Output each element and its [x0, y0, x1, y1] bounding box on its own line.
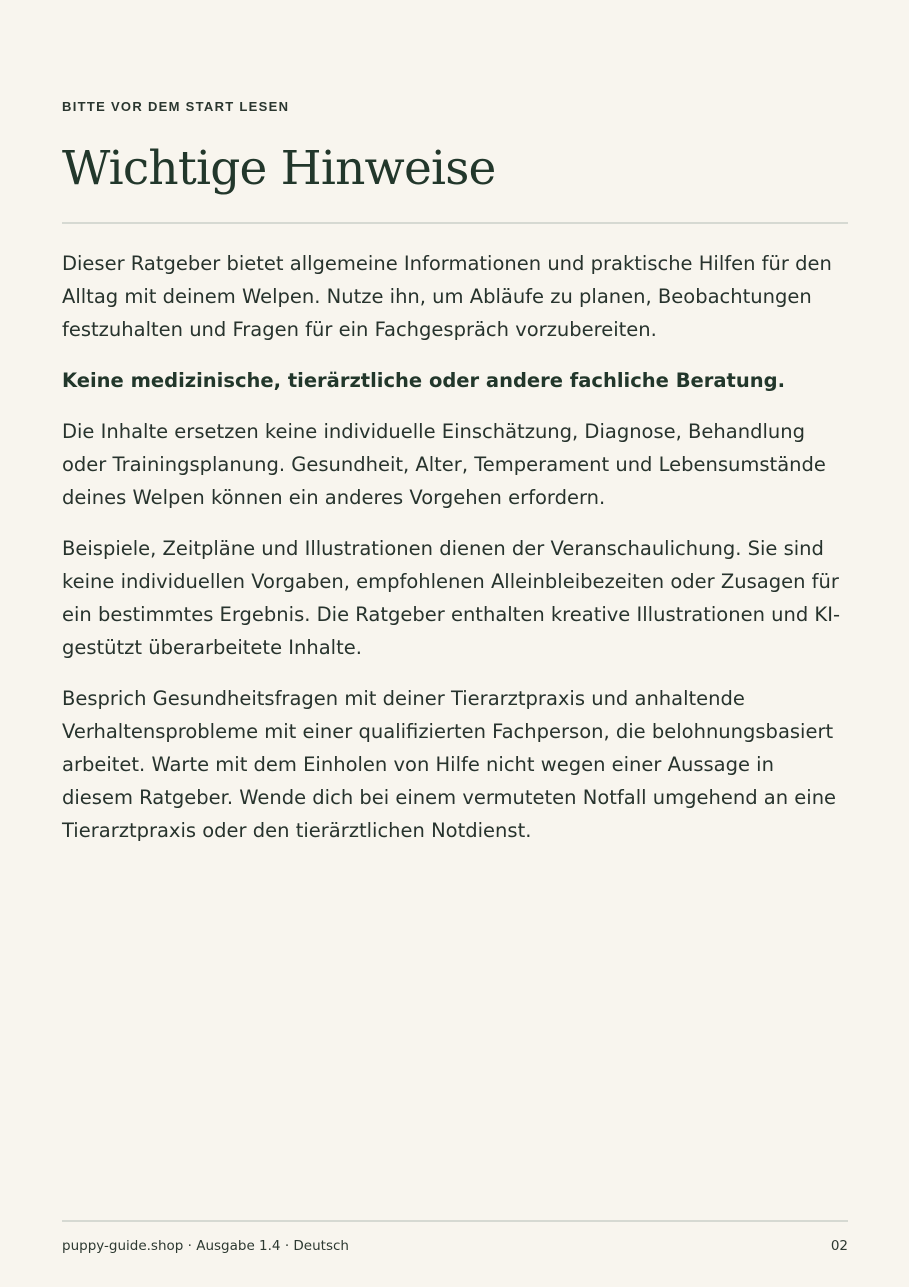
body-content — [62, 247, 848, 865]
body-paragraph-2: Beispiele, Zeitpläne und Illustrationen dienen der Veranschaulichung. Sie sind keine individuellen Vorgaben, empfohlenen Alleinbleibezeiten oder Zusagen für ein bestimmtes Ergebnis. Die Ratgeber enthalten kreative Illustrationen und KI-gestützt überarbeitete Inhalte. — [62, 537, 841, 659]
page-title: Wichtige Hinweise — [62, 141, 496, 196]
footer-publication: puppy-guide.shop · Ausgabe 1.4 · Deutsch — [62, 1238, 349, 1254]
body-paragraph-1: Die Inhalte ersetzen keine individuelle Einschätzung, Diagnose, Behandlung oder Trainingsplanung. Gesundheit, Alter, Temperament und Lebensumstände deines Welpen können ein anderes Vorgehen erfordern. — [62, 420, 826, 509]
footer-divider — [62, 1220, 848, 1222]
document-page — [62, 0, 848, 1287]
body-paragraph-3: Besprich Gesundheitsfragen mit deiner Tierarztpraxis und anhaltende Verhaltensprobleme mit einer qualifizierten Fachperson, die belohnungsbasiert arbeitet. Warte mit dem Einholen von Hilfe nicht wegen einer Aussage in diesem Ratgeber. Wende dich bei einem vermuteten Notfall umgehend an eine Tierarztpraxis oder den tierärztlichen Notdienst. — [62, 687, 837, 842]
title-divider — [62, 222, 848, 224]
page-number: 02 — [830, 1238, 848, 1254]
eyebrow-label: BITTE VOR DEM START LESEN — [62, 99, 290, 114]
intro-paragraph: Dieser Ratgeber bietet allgemeine Informationen und praktische Hilfen für den Alltag mit deinem Welpen. Nutze ihn, um Abläufe zu planen, Beobachtungen festzuhalten und Fragen für ein Fachgespräch vorzubereiten. — [62, 252, 832, 341]
disclaimer-heading: Keine medizinische, tierärztliche oder andere fachliche Beratung. — [62, 369, 786, 392]
